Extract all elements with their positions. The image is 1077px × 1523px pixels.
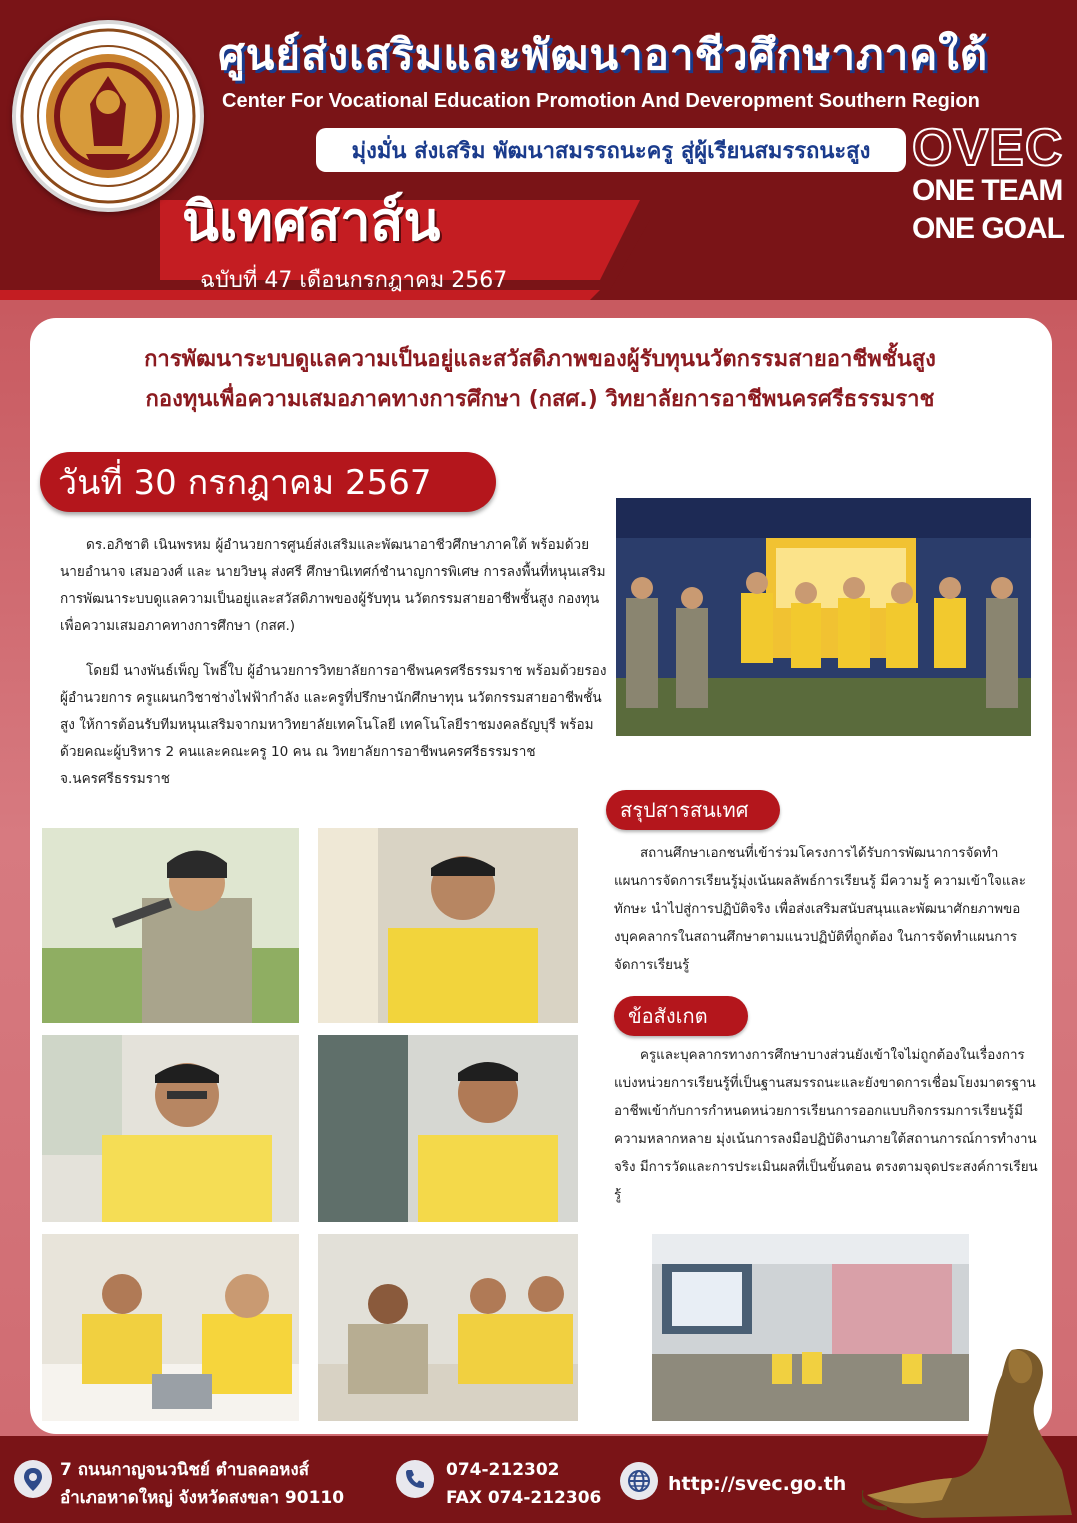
phone-number: 074-212302	[446, 1460, 560, 1480]
address-line-1: 7 ถนนกาญจนวนิชย์ ตำบลคอหงส์	[60, 1460, 310, 1480]
photo-man-yellow-shirt	[318, 828, 578, 1023]
fax-number: FAX 074-212306	[446, 1488, 602, 1508]
group-photo	[616, 498, 1031, 736]
ovec-wordmark: OVEC	[912, 119, 1064, 177]
observation-text: ครูและบุคลากรทางการศึกษาบางส่วนยังเข้าใจไม่ถูกต้องในเรื่องการแบ่งหน่วยการเรียนรู้ที่เป็นฐานสมรรถนะและยังขาดการเชื่อมโยงมาตรฐานอาชีพเข้ากับการกำหนดหน่วยการเรียนการออกแบบกิจกรรมการเรียนรู้มีความหลากหลาย มุ่งเน้นการลงมือปฏิบัติงานภายใต้สถานการณ์การทำงานจริง มีการวัดและการประเมินผลที่เป็นขั้นตอน ตรงตามจุดประสงค์การเรียนรู้	[614, 1048, 1038, 1203]
summary-heading: สรุปสารสนเทศ	[606, 790, 780, 830]
photo-man-presentation	[318, 1035, 578, 1222]
photo-meeting-table	[42, 1234, 299, 1421]
address-line-2: อำเภอหาดใหญ่ จังหวัดสงขลา 90110	[60, 1488, 345, 1508]
issue-number: ฉบับที่ 47 เดือนกรกฎาคม 2567	[200, 268, 508, 293]
center-title-english: Center For Vocational Education Promotion And Deveropment Southern Region	[222, 90, 980, 112]
footer-website[interactable]: http://svec.go.th	[668, 1473, 847, 1495]
one-team-text: ONE TEAM	[912, 174, 1063, 207]
summary-text: สถานศึกษาเอกชนที่เข้าร่วมโครงการได้รับการพัฒนาการจัดทำแผนการจัดการเรียนรู้มุ่งเน้นผลลัพธ์การเรียนรู้ มีความรู้ ความเข้าใจและทักษะ นำไปสู่การปฏิบัติจริง เพื่อส่งเสริมสนับสนุนและพัฒนาศักยภาพของบุคคลากรในสถานศึกษาตามแนวปฏิบัติที่ถูกต้อง ในการจัดทำแผนการจัดการเรียนรู้	[614, 846, 1026, 973]
center-title-thai: ศูนย์ส่งเสริมและพัฒนาอาชีวศึกษาภาคใต้	[218, 30, 989, 79]
footer-address	[60, 1456, 400, 1512]
headline-line-2: กองทุนเพื่อความเสมอภาคทางการศึกษา (กสศ.) วิทยาลัยการอาชีพนครศรีธรรมราช	[145, 387, 935, 412]
headline-line-1: การพัฒนาระบบดูแลความเป็นอยู่และสวัสดิภาพของผู้รับทุนนวัตกรรมสายอาชีพชั้นสูง	[144, 347, 936, 372]
globe-icon	[620, 1462, 658, 1500]
photo-speaker-woman	[42, 828, 299, 1023]
footer-contact	[446, 1456, 616, 1512]
one-goal-text: ONE GOAL	[912, 212, 1065, 245]
photo-group-discussion	[318, 1234, 578, 1421]
date-badge: วันที่ 30 กรกฎาคม 2567	[40, 452, 496, 512]
mermaid-statue-image	[862, 1340, 1077, 1523]
paragraph-1: ดร.อภิชาติ เนินพรหม ผู้อำนวยการศูนย์ส่งเสริมและพัฒนาอาชีวศึกษาภาคใต้ พร้อมด้วย นายอำนาจ เสมอวงศ์ และ นายวิษนุ ส่งศรี ศึกษานิเทศก์ชำนาญการพิเศษ การลงพื้นที่หนุนเสริมการพัฒนาระบบดูแลความเป็นอยู่และสวัสดิภาพของผู้รับทุน นวัตกรรมสายอาชีพชั้นสูง กองทุนเพื่อความเสมอภาคทางการศึกษา (กสศ.)	[60, 537, 606, 634]
observation-heading: ข้อสังเกต	[614, 996, 748, 1036]
paragraph-2: โดยมี นางพันธ์เพ็ญ โพธิ์ใบ ผู้อำนวยการวิทยาลัยการอาชีพนครศรีธรรมราช พร้อมด้วยรองผู้อำนวยการ ครูแผนกวิชาช่างไฟฟ้ากำลัง และครูที่ปรึกษานักศึกษาทุน นวัตกรรมสายอาชีพชั้นสูง ให้การต้อนรับทีมหนุนเสริมจากมหาวิทยาลัยเทคโนโลยี เทคโนโลยีราชมงคลธัญบุรี พร้อมด้วยคณะผู้บริหาร 2 คนและคณะครู 10 คน ณ วิทยาลัยการอาชีพนครศรีธรรมราช จ.นครศรีธรรมราช	[60, 663, 607, 787]
phone-icon	[396, 1460, 434, 1498]
slogan-banner: มุ่งมั่น ส่งเสริม พัฒนาสมรรถนะครู สู่ผู้เรียนสมรรถนะสูง	[316, 128, 906, 172]
location-pin-icon	[14, 1460, 52, 1498]
newsletter-title: นิเทศสาส์น	[182, 190, 441, 253]
ovec-seal-logo	[12, 20, 204, 212]
article-headline	[40, 340, 1040, 420]
photo-man-glasses	[42, 1035, 299, 1222]
